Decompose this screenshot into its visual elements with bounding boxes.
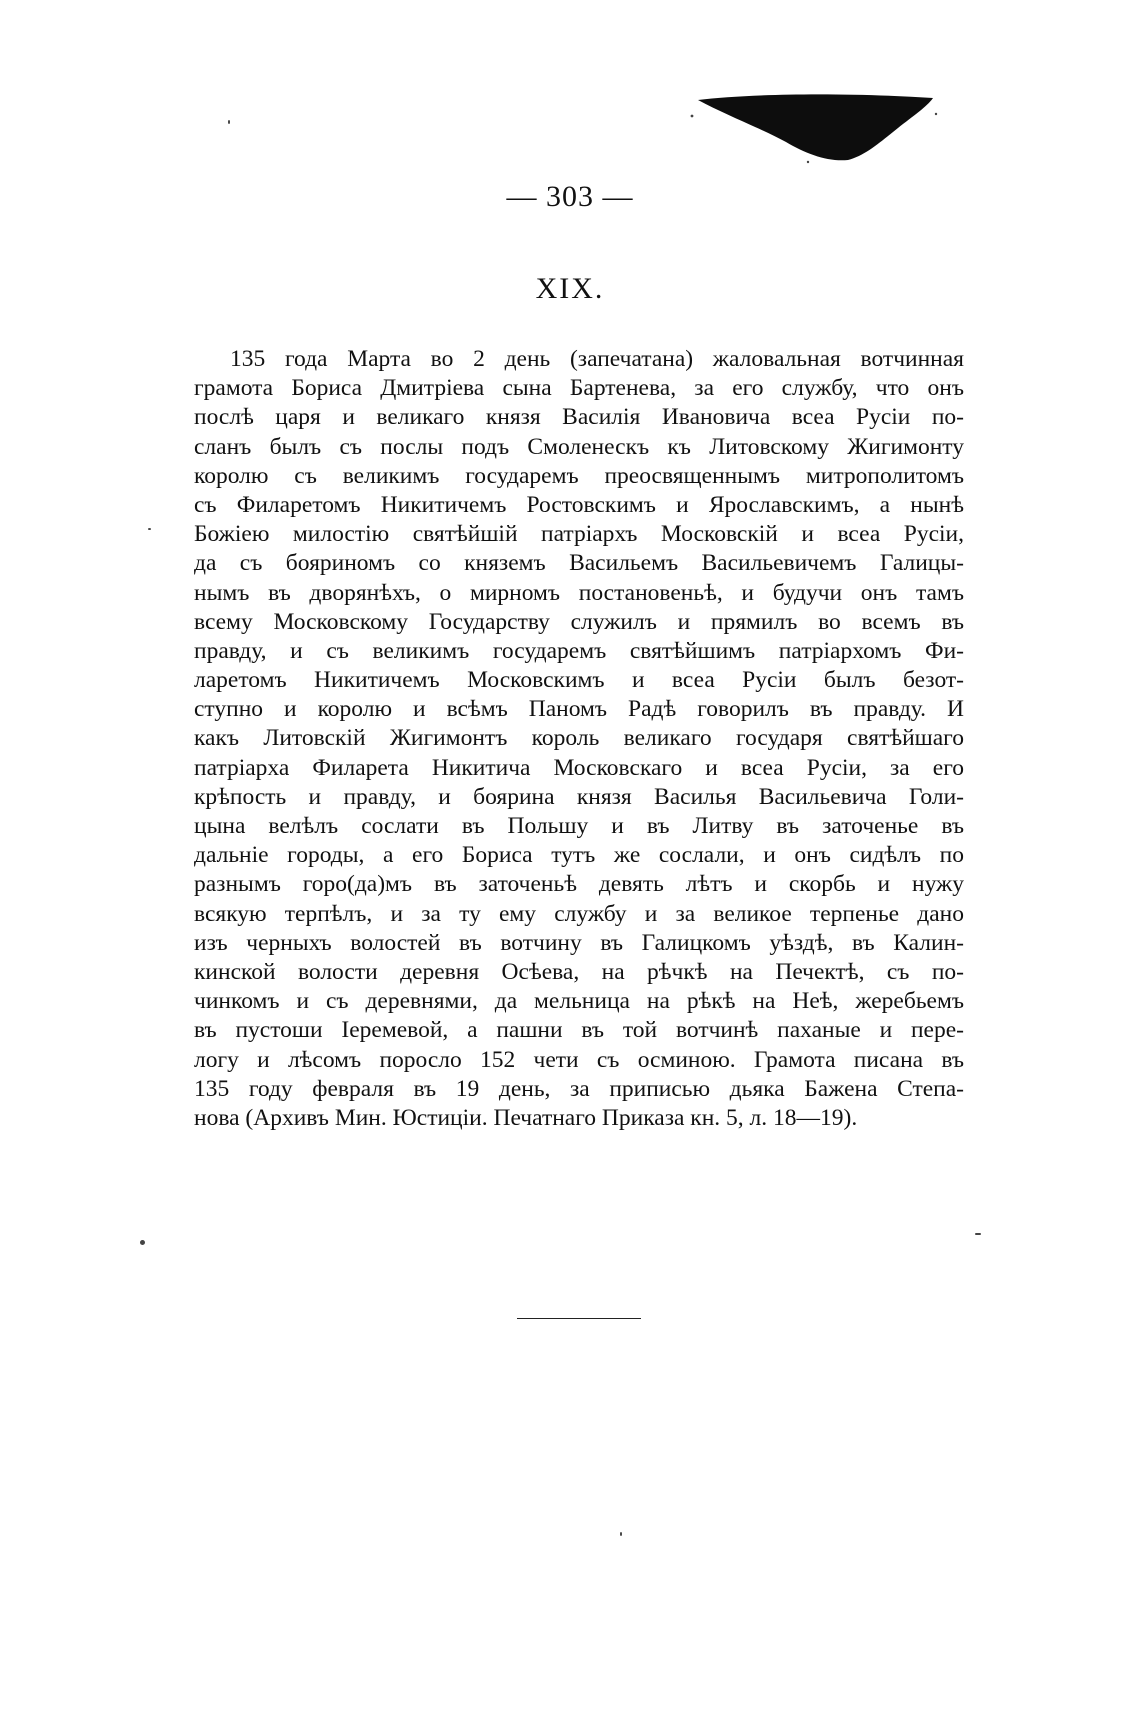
speck-mark <box>140 1240 145 1245</box>
text-line: нова (Архивъ Мин. Юстиціи. Печатнаго Приказа кн. 5, л. 18—19). <box>194 1104 858 1131</box>
text-line: патріарха Филарета Никитича Московскаго и всеа Русіи, за его <box>194 754 964 781</box>
text-line: королю съ великимъ государемъ преосвященнымъ митрополитомъ <box>194 462 964 489</box>
page-number: — 303 — <box>506 180 634 213</box>
section-heading: XIX. <box>535 272 605 305</box>
text-line: нымъ въ дворянѣхъ, о мирномъ постановеньѣ, и будучи онъ тамъ <box>194 579 964 606</box>
speck-mark <box>975 1233 981 1235</box>
text-line: въ пустоши Іеремевой, а пашни въ той вотчинѣ паханые и пере- <box>194 1017 964 1044</box>
text-line: всему Московскому Государству служилъ и прямилъ во всемъ въ <box>194 608 964 635</box>
text-line: ступно и королю и всѣмъ Паномъ Радѣ говорилъ въ правду. И <box>194 696 964 723</box>
text-line: изъ черныхъ волостей въ вотчину въ Галицкомъ уѣздѣ, въ Калин- <box>194 929 964 956</box>
speck-mark <box>148 528 151 530</box>
text-line: дальніе городы, а его Бориса тутъ же сослали, и онъ сидѣлъ по <box>194 842 964 869</box>
text-line: чинкомъ и съ деревнями, да мельница на рѣкѣ на Неѣ, жеребьемъ <box>194 988 964 1015</box>
end-rule <box>517 1318 641 1319</box>
text-line: правду, и съ великимъ государемъ святѣйшимъ патріархомъ Фи- <box>194 637 964 664</box>
ink-blot-icon <box>688 92 940 164</box>
text-line: Божіею милостію святѣйшій патріархъ Московскій и всеа Русіи, <box>194 521 964 548</box>
text-line: ларетомъ Никитичемъ Московскимъ и всеа Русіи былъ безот- <box>194 667 964 694</box>
text-line: какъ Литовскій Жигимонтъ король великаго государя святѣйшаго <box>194 725 964 752</box>
text-line: грамота Бориса Дмитріева сына Бартенева, за его службу, что онъ <box>194 375 964 402</box>
text-line: кинской волости деревня Осѣева, на рѣчкѣ на Печектѣ, съ по- <box>194 958 964 985</box>
text-line: 135 года Марта во 2 день (запечатана) жаловальная вотчинная <box>230 346 964 372</box>
text-line: 135 году февраля въ 19 день, за приписью дьяка Бажена Степа- <box>194 1075 964 1102</box>
text-line: крѣпость и правду, и боярина князя Василья Васильевича Голи- <box>194 783 964 810</box>
text-line: да съ бояриномъ со княземъ Васильемъ Васильевичемъ Галицы- <box>194 550 964 577</box>
charter-paragraph <box>194 345 964 1133</box>
speck-mark <box>620 1532 622 1536</box>
text-line: съ Филаретомъ Никитичемъ Ростовскимъ и Ярославскимъ, а нынѣ <box>194 491 964 518</box>
text-line: послѣ царя и великаго князя Василія Ивановича всеа Русіи по- <box>194 404 964 431</box>
text-line: логу и лѣсомъ поросло 152 чети съ осминою. Грамота писана въ <box>194 1046 964 1073</box>
text-line: разнымъ горо(да)мъ въ заточеньѣ девять лѣтъ и скорбь и нужу <box>194 871 964 898</box>
text-line: сланъ былъ съ послы подъ Смоленескъ къ Литовскому Жигимонту <box>194 433 964 460</box>
text-line: цына велѣлъ сослати въ Польшу и въ Литву въ заточенье въ <box>194 813 964 839</box>
text-line: всякую терпѣлъ, и за ту ему службу и за великое терпенье дано <box>194 900 964 927</box>
speck-mark <box>228 120 230 124</box>
